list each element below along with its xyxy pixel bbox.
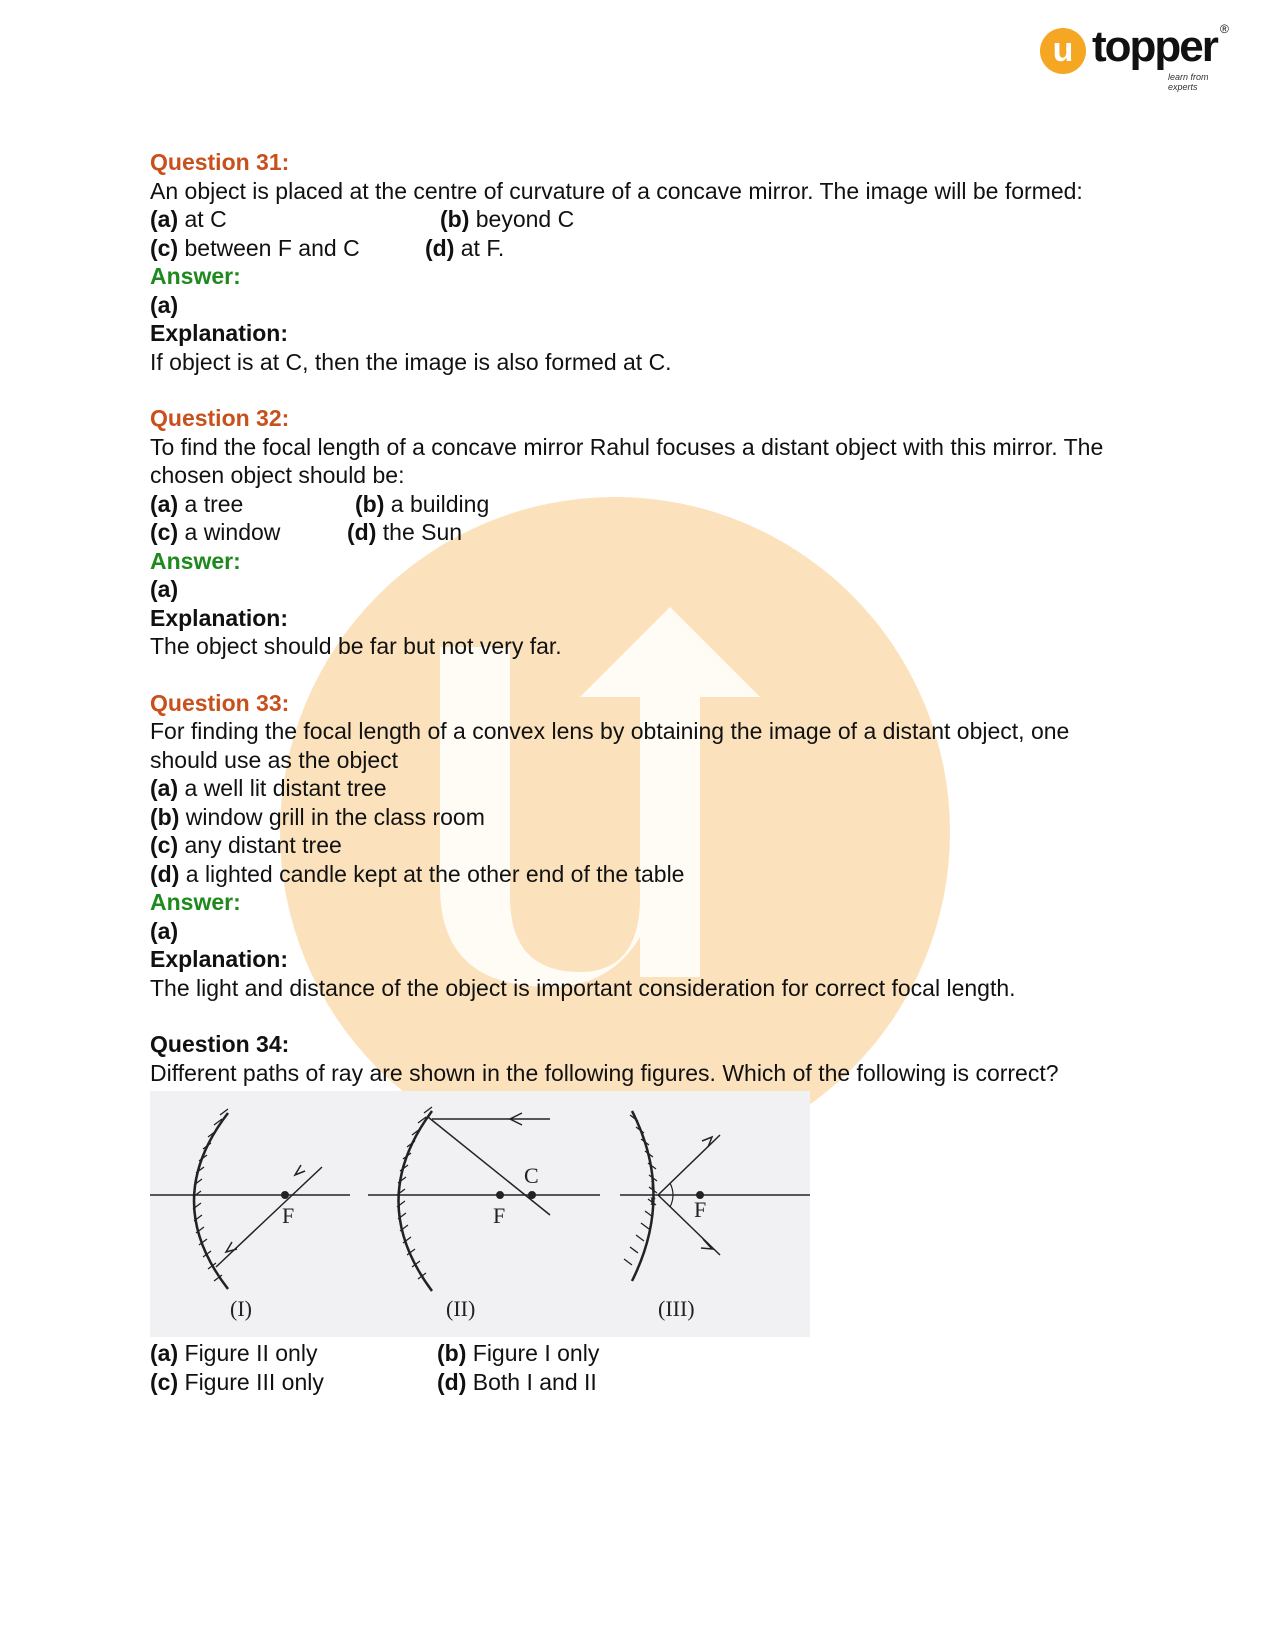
option-d: (d) Both I and II <box>437 1368 597 1395</box>
option-a: (a) at C <box>150 206 227 232</box>
question-title: Question 33: <box>150 689 290 716</box>
option-b: (b) window grill in the class room <box>150 803 485 830</box>
options <box>150 490 1130 547</box>
option-c: (c) any distant tree <box>150 832 342 858</box>
figure-3-reflection-label: r <box>650 1192 656 1209</box>
answer-label: Answer: <box>150 263 241 289</box>
answer-value: (a) <box>150 917 179 944</box>
question-31 <box>150 148 1130 376</box>
option-b: (b) a building <box>355 490 490 517</box>
option-b: (b) beyond C <box>440 206 575 232</box>
answer-value: (a) <box>150 576 179 602</box>
option-d: (d) at F. <box>425 234 505 261</box>
explanation-label: Explanation: <box>150 604 289 631</box>
figure-2-label: (II) <box>446 1296 476 1321</box>
topper-logo <box>1040 22 1240 92</box>
option-c: (c) Figure III only <box>150 1368 324 1395</box>
question-32 <box>150 404 1130 661</box>
question-title: Question 34: <box>150 1031 290 1057</box>
option-b: (b) Figure I only <box>437 1340 600 1366</box>
figure-3-label: (III) <box>658 1296 695 1321</box>
options <box>150 1339 1130 1396</box>
question-text: For finding the focal length of a convex lens by obtaining the image of a distant object, one should use as the object <box>150 718 1070 773</box>
registered-mark: ® <box>1220 22 1229 36</box>
option-a: (a) a tree <box>150 490 244 517</box>
explanation-text: The object should be far but not very far. <box>150 633 562 659</box>
question-33 <box>150 689 1130 1003</box>
figure-2-centre-label: C <box>524 1163 539 1188</box>
logo-tagline: learn from experts <box>1168 72 1209 92</box>
options <box>150 774 1130 888</box>
options <box>150 205 1130 262</box>
option-d: (d) a lighted candle kept at the other end of the table <box>150 860 685 887</box>
answer-value: (a) <box>150 291 179 318</box>
ray-diagram-figure <box>150 1091 810 1337</box>
option-a: (a) a well lit distant tree <box>150 775 387 801</box>
option-d: (d) the Sun <box>347 519 463 545</box>
figure-3-focus-label: F <box>694 1197 707 1222</box>
figure-1-label: (I) <box>230 1296 252 1321</box>
logo-circle-icon: u <box>1040 28 1086 74</box>
option-c: (c) between F and C <box>150 234 360 261</box>
question-text: To find the focal length of a concave mirror Rahul focuses a distant object with this mirror. The chosen object should be: <box>150 433 1104 488</box>
question-34 <box>150 1030 1130 1396</box>
explanation-text: The light and distance of the object is important consideration for correct focal length. <box>150 974 1016 1001</box>
explanation-label: Explanation: <box>150 320 289 346</box>
explanation-text: If object is at C, then the image is also formed at C. <box>150 348 672 375</box>
figure-3-incidence-label: i <box>650 1176 655 1193</box>
figure-1-focus-label: F <box>282 1203 295 1228</box>
question-text: Different paths of ray are shown in the following figures. Which of the following is correct? <box>150 1059 1059 1086</box>
question-content <box>150 148 1130 1424</box>
logo-wordmark: topper <box>1092 22 1217 71</box>
option-a: (a) Figure II only <box>150 1340 318 1366</box>
option-c: (c) a window <box>150 519 281 545</box>
question-title: Question 32: <box>150 405 290 431</box>
question-title: Question 31: <box>150 149 290 175</box>
figure-2-focus-label: F <box>493 1203 506 1228</box>
explanation-label: Explanation: <box>150 946 289 972</box>
answer-label: Answer: <box>150 547 241 574</box>
question-text: An object is placed at the centre of curvature of a concave mirror. The image will be formed: <box>150 177 1083 204</box>
answer-label: Answer: <box>150 889 241 915</box>
